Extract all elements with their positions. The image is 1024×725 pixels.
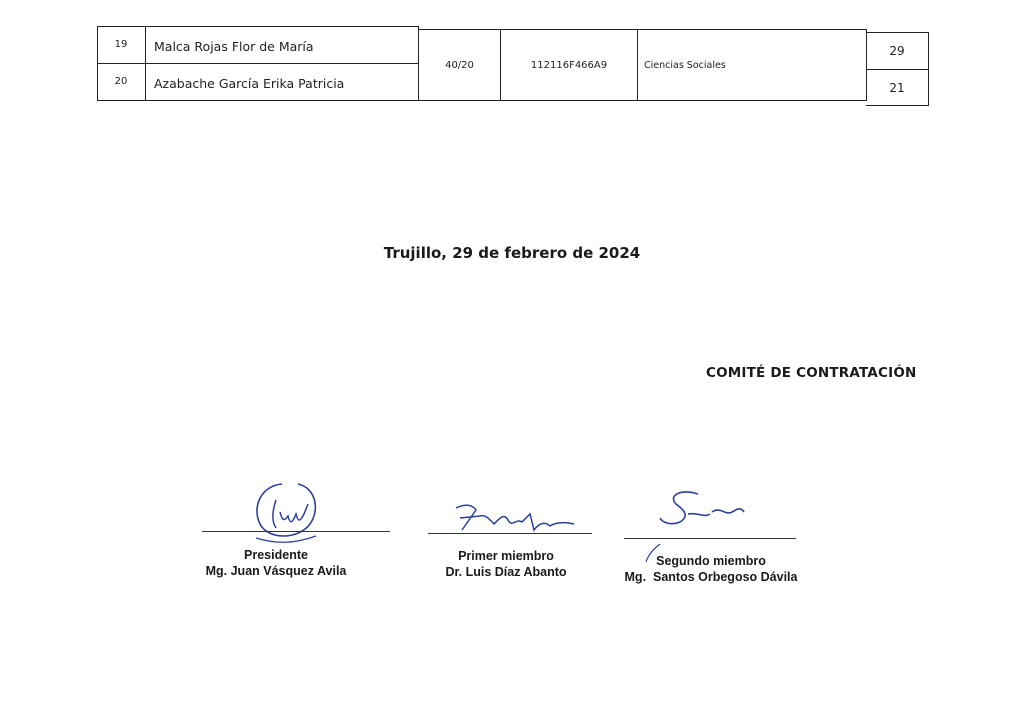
- signatory-name: Mg. Juan Vásquez Avila: [205, 564, 347, 578]
- candidate-score: 29: [889, 43, 905, 58]
- row-number: 20: [114, 76, 128, 87]
- candidate-name: Azabache García Erika Patricia: [154, 76, 345, 91]
- signatory-role: Primer miembro: [458, 549, 554, 563]
- signature-line: [202, 531, 390, 532]
- committee-title: COMITÉ DE CONTRATACIÓN: [706, 365, 917, 381]
- signatory-president: [196, 547, 356, 579]
- signatory-name: Dr. Luis Díaz Abanto: [445, 565, 567, 579]
- signatory-name: Mg. Santos Orbegoso Dávila: [624, 570, 798, 584]
- first-member-signature: [450, 500, 580, 540]
- subject-area: Ciencias Sociales: [644, 59, 726, 71]
- signature-line: [624, 538, 796, 539]
- candidates-table: [97, 26, 929, 106]
- signatory-second-member: [618, 553, 804, 585]
- place-date: Trujillo, 29 de febrero de 2024: [383, 244, 641, 262]
- row-number: 19: [114, 39, 128, 50]
- position-code: 112116F466A9: [530, 59, 608, 71]
- signatory-role: Presidente: [244, 548, 308, 562]
- candidate-name: Malca Rojas Flor de María: [154, 39, 314, 54]
- candidate-score: 21: [889, 80, 905, 95]
- president-signature: [246, 478, 326, 548]
- hours-ratio: 40/20: [445, 59, 474, 71]
- signature-line: [428, 533, 592, 534]
- signatory-first-member: [426, 548, 586, 580]
- signatory-role: Segundo miembro: [656, 554, 766, 568]
